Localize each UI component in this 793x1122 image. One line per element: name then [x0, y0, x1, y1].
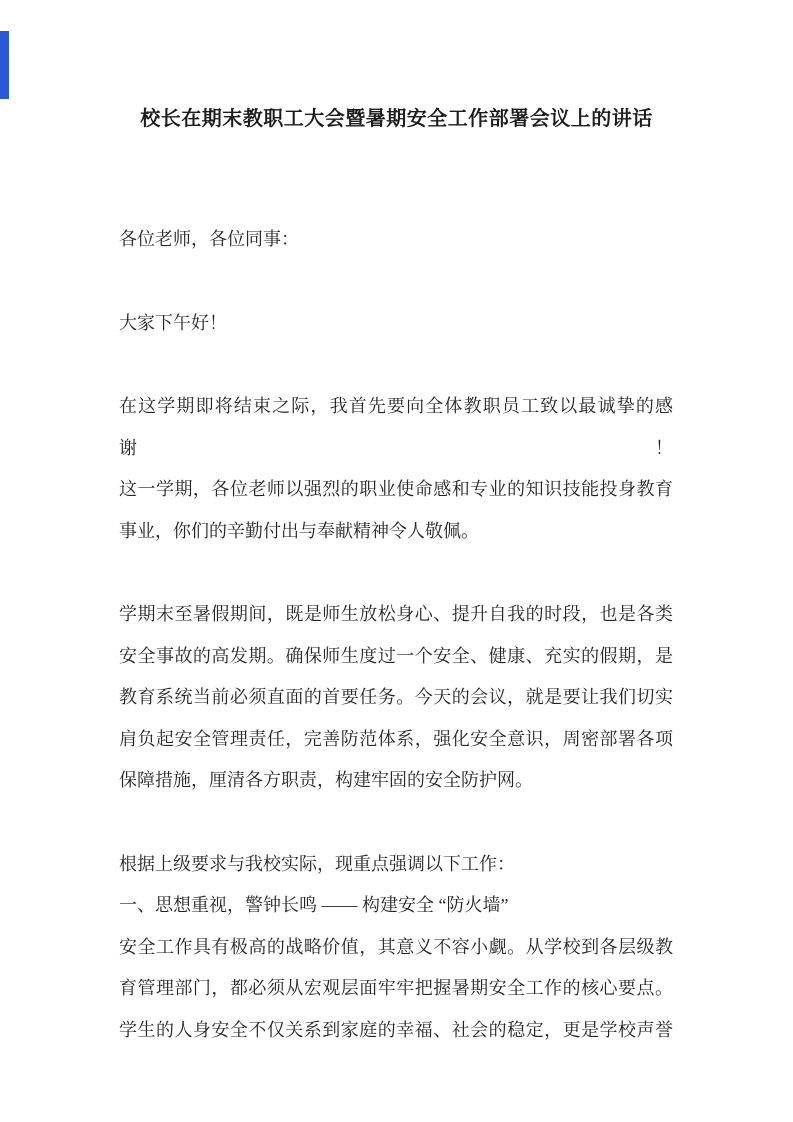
- text-line: 根据上级要求与我校实际，现重点强调以下工作：: [119, 853, 515, 874]
- text-line: 肩负起安全管理责任，完善防范体系，强化安全意识，周密部署各项: [119, 728, 673, 749]
- text-line: 育管理部门，都必须从宏观层面牢牢把握暑期安全工作的核心要点。: [119, 978, 673, 998]
- text-line: 一、思想重视，警钟长鸣 —— 构建安全 “防火墙”: [119, 895, 509, 915]
- document-body: [0, 219, 793, 1051]
- page-marker: [0, 31, 9, 99]
- paragraph: [119, 844, 673, 1052]
- text-line: 事业，你们的辛勤付出与奉献精神令人敬佩。: [119, 520, 479, 541]
- paragraph: [119, 594, 673, 802]
- text-line: 这一学期，各位老师以强烈的职业使命感和专业的知识技能投身教育: [119, 479, 673, 499]
- paragraph: [119, 303, 673, 345]
- text-line: 大家下午好！: [119, 312, 227, 333]
- document-title: 校长在期末教职工大会暨暑期安全工作部署会议上的讲话: [140, 108, 653, 130]
- text-line: 教育系统当前必须直面的首要任务。今天的会议，就是要让我们切实: [119, 687, 673, 707]
- paragraph: [119, 386, 673, 552]
- text-line: 学期末至暑假期间，既是师生放松身心、提升自我的时段，也是各类: [119, 604, 673, 624]
- text-line: 在这学期即将结束之际，我首先要向全体教职员工致以最诚挚的感谢！: [119, 396, 673, 458]
- text-line: 安全工作具有极高的战略价值，其意义不容小觑。从学校到各层级教: [119, 936, 673, 957]
- text-line: 安全事故的高发期。确保师生度过一个安全、健康、充实的假期，是: [119, 645, 673, 666]
- paragraph: [119, 219, 673, 261]
- text-line: 各位老师，各位同事：: [119, 229, 299, 249]
- text-line: 保障措施，厘清各方职责，构建牢固的安全防护网。: [119, 770, 533, 790]
- text-line: 学生的人身安全不仅关系到家庭的幸福、社会的稳定，更是学校声誉: [119, 1019, 673, 1040]
